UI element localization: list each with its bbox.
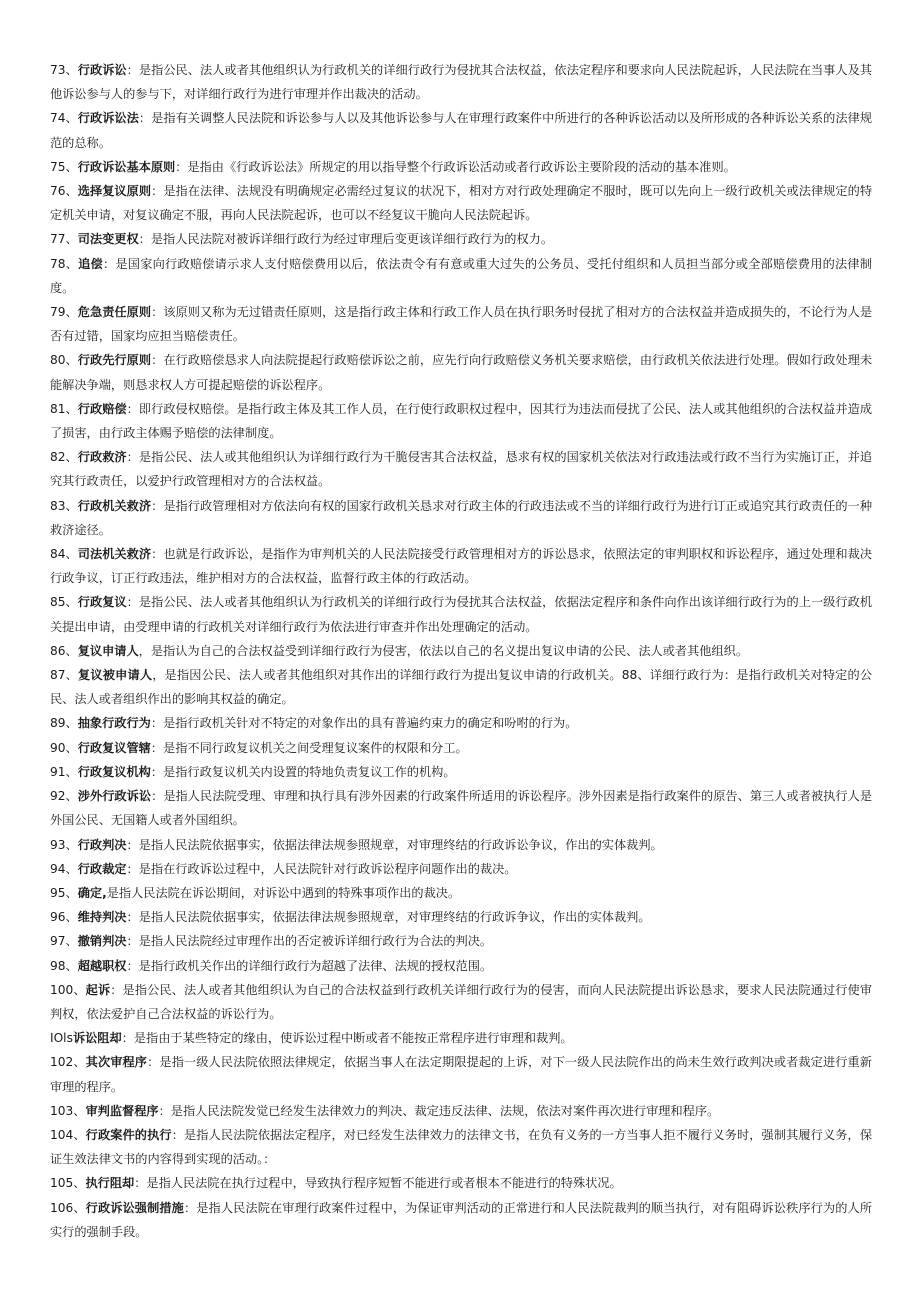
entry-term: 行政复议机构 [77, 764, 151, 779]
entry-term: 行政救济 [77, 450, 127, 465]
entry-separator: ： [183, 1200, 197, 1215]
entry-term: 行政先行原则 [77, 353, 152, 368]
entry-separator: ： [126, 958, 139, 973]
entry-number: 94、 [50, 861, 78, 876]
entry-definition: 该原则又称为无过错责任原则，这是指行政主体和行政工作人员在执行职务时侵扰了相对方的合法权益并造成损失的，不论行为人是否有过错，国家均应担当赔偿责任。 [50, 305, 873, 344]
entry-term: 抽象行政行为 [77, 716, 151, 731]
entry-term: 行政复议 [77, 595, 127, 610]
entry-number: 83、 [50, 498, 78, 513]
entry-term: 复议被申请人 [78, 668, 153, 683]
entry-separator: ： [134, 1176, 147, 1191]
entry-number: 78、 [50, 256, 79, 271]
entry-number: 95、 [50, 885, 78, 900]
entry-number: 77、 [50, 232, 78, 247]
entry-number: 73、 [50, 63, 78, 77]
entry-number: 105、 [50, 1176, 86, 1191]
glossary-entry [50, 1196, 872, 1244]
entry-term: 超越职权 [77, 958, 127, 973]
glossary-entry [50, 711, 872, 735]
entry-term: 司法机关救济 [77, 547, 152, 562]
glossary-entry [50, 300, 872, 348]
entry-separator: ： [151, 305, 164, 320]
entry-definition: 是指认为自己的合法权益受到详细行政行为侵害，依法以自己的名义提出复议申请的公民、法人或者其他组织。 [150, 643, 749, 658]
entry-definition: 在行政赔偿恳求人向法院提起行政赔偿诉讼之前，应先行向行政赔偿义务机关要求赔偿，由行政机关依法进行处理。假如行政处理未能解决争端，则恳求权人方可提起赔偿的诉讼程序。 [50, 353, 873, 392]
entry-definition: 是指人民法院在审理行政案件过程中，为保证审判活动的正常进行和人民法院裁判的顺当执行，对有阻碍诉讼秩序行为的人所实行的强制手段。 [50, 1200, 873, 1239]
entry-separator: ： [126, 910, 139, 925]
entry-separator: ： [126, 861, 139, 876]
entry-term: 涉外行政诉讼 [77, 789, 152, 804]
entry-term: 行政复议管辖 [77, 740, 151, 755]
entry-term: 行政赔偿 [77, 401, 127, 416]
glossary-entry [50, 179, 872, 227]
entry-definition: 是指公民、法人或者其他组织认为行政机关的详细行政行为侵扰其合法权益，依据法定程序和条件向作出该详细行政行为的上一级行政机关提出申请，由受理申请的行政机关对详细行政行为依法进行审查并作出处理确定的活动。 [50, 595, 873, 634]
entry-definition: 是指一级人民法院依照法律规定，依据当事人在法定期限提起的上诉，对下一级人民法院作出的尚未生效行政判决或者裁定进行重新审理的程序。 [50, 1055, 873, 1094]
entry-definition: 是指公民、法人或者其他组织认为行政机关的详细行政行为侵扰其合法权益，依法定程序和要求向人民法院起诉，人民法院在当事人及其他诉讼参与人的参与下，对详细行政行为进行审理并作出裁决的活动。 [50, 63, 873, 102]
entry-definition: 是指不同行政复议机关之间受理复议案件的权限和分工。 [163, 740, 468, 755]
glossary-entry [50, 1050, 872, 1098]
entry-definition: 是指有关调整人民法院和诉讼参与人以及其他诉讼参与人在审理行政案件中所进行的各种诉讼活动以及所形成的各种诉讼关系的法律规范的总称。 [50, 111, 873, 150]
entry-number: 97、 [50, 934, 78, 949]
entry-separator: ： [171, 1127, 184, 1142]
glossary-entry [50, 978, 872, 1026]
glossary-entry [50, 590, 872, 638]
entry-definition: 是指人民法院在诉讼期间，对诉讼中遇到的特殊事项作出的裁决。 [106, 885, 461, 900]
entry-separator: ： [126, 934, 139, 949]
entry-number: 85、 [50, 595, 78, 610]
entry-number: 103、 [50, 1103, 86, 1118]
entry-separator: ： [158, 1103, 171, 1118]
glossary-entry [50, 397, 872, 445]
glossary-entry [50, 494, 872, 542]
entry-number: 86、 [50, 643, 78, 658]
entry-separator: ： [175, 159, 188, 174]
entry-separator: ： [126, 63, 139, 77]
glossary-entry [50, 542, 872, 590]
entry-number: 92、 [50, 789, 78, 804]
entry-term: 追偿 [78, 256, 103, 271]
entry-number: 79、 [50, 305, 78, 320]
entry-number: 84、 [50, 547, 78, 562]
entry-definition: 是指行政机关作出的详细行政行为超越了法律、法规的授权范围。 [138, 958, 493, 973]
entry-separator: ： [121, 1031, 134, 1046]
entry-separator: ： [147, 1055, 160, 1070]
entry-definition: 是指由《行政诉讼法》所规定的用以指导整个行政诉讼活动或者行政诉讼主要阶段的活动的基本准则。 [187, 159, 736, 174]
glossary-entry [50, 58, 872, 106]
entry-definition: 也就是行政诉讼，是指作为审判机关的人民法院接受行政管理相对方的诉讼恳求，依照法定的审判职权和诉讼程序，通过处理和裁决行政争议，订正行政违法，维护相对方的合法权益，监督行政主体的行政活动。 [50, 547, 873, 586]
entry-term: 复议申请人 [77, 643, 139, 658]
entry-definition: 是指公民、法人或其他组织认为详细行政行为干脆侵害其合法权益，恳求有权的国家机关依法对行政违法或行政不当行为实施订正，并追究其行政责任，以爱护行政管理相对方的合法权益。 [50, 450, 873, 489]
entry-number: 106、 [50, 1200, 86, 1215]
entry-separator: ： [151, 789, 164, 804]
glossary-entry [50, 252, 872, 300]
entry-number: 74、 [50, 111, 78, 126]
glossary-entry [50, 1026, 872, 1050]
glossary-entry [50, 905, 872, 929]
entry-definition: 是指人民法院依据事实，依据法律法规参照规章，对审理终结的行政诉争议，作出的实体裁判。 [138, 910, 651, 925]
entry-definition: 是指因公民、法人或者其他组织对其作出的详细行政行为提出复议申请的行政机关。88、详细行政行为：是指行政机关对特定的公民、法人或者组织作出的影响其权益的确定。 [50, 668, 873, 707]
glossary-entry [50, 954, 872, 978]
entry-definition: 即行政侵权赔偿。是指行政主体及其工作人员，在行使行政职权过程中，因其行为违法而侵扰了公民、法人或其他组织的合法权益并造成了损害，由行政主体赐予赔偿的法律制度。 [50, 401, 873, 441]
glossary-entry [50, 833, 872, 857]
entry-separator: ： [126, 837, 139, 852]
entry-separator: ， [152, 668, 165, 683]
entry-definition: 是指人民法院受理、审理和执行具有涉外因素的行政案件所适用的诉讼程序。涉外因素是指行政案件的原告、第三人或者被执行人是外国公民、无国籍人或者外国组织。 [50, 789, 873, 828]
entry-separator: ： [138, 232, 151, 247]
entry-term: 确定, [77, 885, 107, 900]
entry-term: 司法变更权 [77, 232, 139, 247]
entry-definition: 是国家向行政赔偿请示求人支付赔偿费用以后，依法责令有有意或重大过失的公务员、受托付组织和人员担当部分或全部赔偿费用的法律制度。 [50, 256, 873, 295]
entry-separator: ： [151, 184, 164, 199]
entry-separator: ： [151, 498, 164, 513]
glossary-entry [50, 1099, 872, 1123]
entry-term: 行政诉讼强制措施 [85, 1200, 184, 1215]
entry-separator: ： [126, 401, 139, 416]
glossary-list [50, 58, 872, 1244]
entry-definition: 是指人民法院发觉已经发生法律效力的判决、裁定违反法律、法规，依法对案件再次进行审理和程序。 [170, 1103, 720, 1118]
entry-number: 80、 [50, 353, 78, 368]
entry-separator: ： [150, 764, 164, 779]
glossary-entry [50, 881, 872, 905]
entry-term: 危急责任原则 [77, 305, 152, 320]
entry-number: 96、 [50, 910, 78, 925]
entry-separator: ： [102, 256, 116, 271]
entry-separator: ： [138, 111, 152, 126]
entry-definition: 是指人民法院依据事实，依据法律法规参照规章，对审理终结的行政诉讼争议，作出的实体裁判。 [138, 837, 663, 852]
glossary-entry [50, 348, 872, 396]
entry-term: 起诉 [85, 982, 111, 997]
entry-separator: ： [150, 740, 164, 755]
entry-term: 其次审程序 [85, 1055, 148, 1070]
entry-term: 行政诉讼基本原则 [77, 159, 176, 174]
entry-term: 撤销判决 [77, 934, 127, 949]
entry-number: 87、 [50, 668, 79, 683]
entry-definition: 是指行政管理相对方依法向有权的国家行政机关恳求对行政主体的行政违法或不当的详细行政行为进行订正或追究其行政责任的一种救济途径。 [50, 498, 873, 537]
entry-term: 行政案件的执行 [85, 1127, 172, 1142]
entry-number: 91、 [50, 764, 78, 779]
entry-number: 93、 [50, 837, 78, 852]
glossary-entry [50, 929, 872, 953]
entry-definition: 是指人民法院经过审理作出的否定被诉详细行政行为合法的判决。 [138, 934, 493, 949]
entry-term: 选择复议原则 [77, 184, 152, 199]
entry-term: 行政诉讼 [77, 63, 127, 77]
glossary-entry [50, 1171, 872, 1195]
entry-separator: ， [138, 643, 151, 658]
glossary-entry [50, 445, 872, 493]
entry-number: 75、 [50, 159, 78, 174]
entry-term: 诉讼阻却 [72, 1031, 122, 1046]
entry-term: 行政判决 [77, 837, 127, 852]
entry-definition: 是指公民、法人或者其他组织认为自己的合法权益到行政机关详细行政行为的侵害，而向人民法院提出诉讼恳求，要求人民法院通过行使审判权，依法爱护自己合法权益的诉讼行为。 [50, 982, 873, 1021]
entry-separator: ： [151, 353, 164, 368]
glossary-entry [50, 784, 872, 832]
glossary-entry [50, 227, 872, 251]
entry-separator: ： [151, 547, 164, 562]
entry-definition: 是指行政复议机关内设置的特地负责复议工作的机构。 [163, 764, 456, 779]
glossary-entry [50, 106, 872, 154]
entry-definition: 是指由于某些特定的缘由，使诉讼过程中断或者不能按正常程序进行审理和裁判。 [133, 1031, 573, 1046]
entry-separator: ： [150, 716, 164, 731]
entry-separator: ： [126, 595, 139, 610]
entry-definition: 是指人民法院依据法定程序，对已经发生法律效力的法律文书，在负有义务的一方当事人拒不履行义务时，强制其履行义务，保证生效法律文书的内容得到实现的活动。： [50, 1127, 873, 1167]
entry-separator: ： [110, 982, 123, 997]
entry-term: 行政诉讼法 [77, 111, 139, 126]
entry-term: 审判监督程序 [85, 1103, 159, 1118]
glossary-entry [50, 663, 872, 711]
entry-term: 行政机关救济 [77, 498, 152, 513]
entry-number: 98、 [50, 958, 78, 973]
entry-definition: 是指在法律、法规没有明确规定必需经过复议的状况下，相对方对行政处理确定不服时，既可以先向上一级行政机关或法律规定的特定机关申请，对复议确定不服，再向人民法院起诉，也可以不经复议干脆向人民法院起诉。 [50, 184, 873, 223]
entry-definition: 是指人民法院在执行过程中，导致执行程序短暂不能进行或者根本不能进行的特殊状况。 [146, 1176, 622, 1191]
entry-definition: 是指在行政诉讼过程中，人民法院针对行政诉讼程序问题作出的裁决。 [138, 861, 517, 876]
glossary-entry [50, 639, 872, 663]
entry-definition: 是指行政机关针对不特定的对象作出的具有普遍约束力的确定和吩咐的行为。 [163, 716, 578, 731]
entry-number: 76、 [50, 184, 78, 199]
entry-term: 执行阻却 [85, 1176, 135, 1191]
glossary-entry [50, 155, 872, 179]
entry-number: 81、 [50, 401, 78, 416]
entry-number: 100、 [50, 982, 86, 997]
entry-definition: 是指人民法院对被诉详细行政行为经过审理后变更该详细行政行为的权力。 [150, 232, 554, 247]
glossary-entry [50, 736, 872, 760]
entry-number: 104、 [50, 1127, 86, 1142]
glossary-entry [50, 1123, 872, 1171]
entry-number: IOls [50, 1031, 73, 1046]
entry-term: 维持判决 [77, 910, 127, 925]
entry-term: 行政裁定 [77, 861, 127, 876]
entry-number: 89、 [50, 716, 78, 731]
entry-number: 90、 [50, 740, 78, 755]
entry-separator: ： [126, 450, 139, 465]
glossary-entry [50, 760, 872, 784]
entry-number: 82、 [50, 450, 78, 465]
entry-number: 102、 [50, 1055, 86, 1070]
glossary-entry [50, 857, 872, 881]
